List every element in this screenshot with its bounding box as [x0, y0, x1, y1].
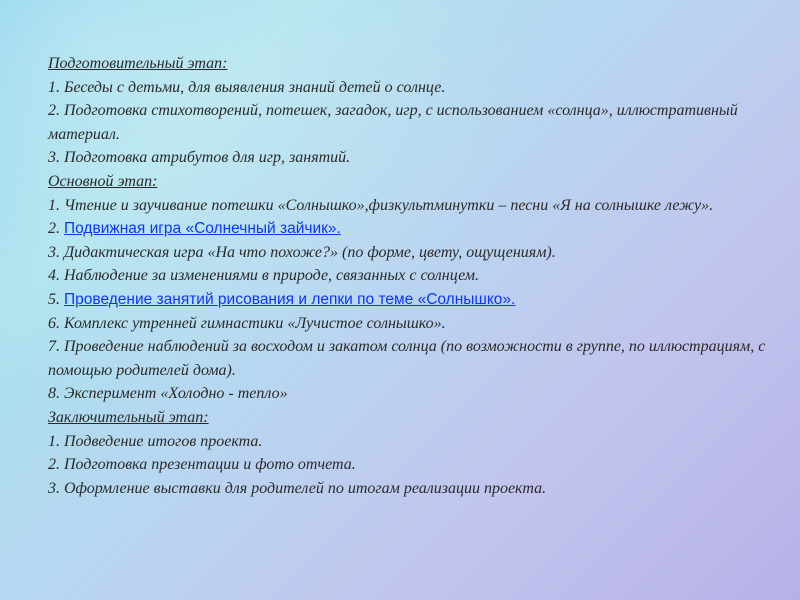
- main-item-8: 8. Эксперимент «Холодно - тепло»: [48, 385, 288, 403]
- main-item-1: 1. Чтение и заучивание потешки «Солнышко»,физкультминутки – песни «Я на солнышке лежу».: [48, 196, 714, 214]
- main-stage-heading: Основной этап:: [48, 172, 158, 190]
- final-item-3: 3. Оформление выставки для родителей по итогам реализации проекта.: [48, 479, 547, 497]
- prep-item-2: 2. Подготовка стихотворений, потешек, загадок, игр, с использованием «солнца», иллюстративный материал.: [48, 102, 738, 143]
- final-stage-heading: Заключительный этап:: [48, 408, 209, 426]
- main-item-3: 3. Дидактическая игра «На что похоже?» (по форме, цвету, ощущениям).: [48, 243, 556, 261]
- main-item-5-number: 5.: [48, 290, 64, 308]
- main-item-7: 7. Проведение наблюдений за восходом и закатом солнца (по возможности в группе, по иллюстрациям, с помощью родителей дома).: [48, 338, 766, 379]
- final-item-1: 1. Подведение итогов проекта.: [48, 432, 263, 450]
- final-item-2: 2. Подготовка презентации и фото отчета.: [48, 456, 356, 474]
- main-item-2: [48, 217, 768, 241]
- project-stages-text: [48, 52, 768, 500]
- prep-stage-heading: Подготовительный этап:: [48, 55, 228, 72]
- main-item-5: [48, 288, 768, 312]
- outdoor-game-link[interactable]: Подвижная игра «Солнечный зайчик».: [64, 220, 341, 238]
- main-item-6: 6. Комплекс утренней гимнастики «Лучистое солнышко».: [48, 314, 446, 332]
- drawing-lessons-link[interactable]: Проведение занятий рисования и лепки по теме «Солнышко».: [64, 290, 516, 308]
- prep-item-1: 1. Беседы с детьми, для выявления знаний детей о солнце.: [48, 78, 446, 96]
- main-item-2-number: 2.: [48, 220, 64, 238]
- main-item-4: 4. Наблюдение за изменениями в природе, связанных с солнцем.: [48, 267, 479, 285]
- prep-item-3: 3. Подготовка атрибутов для игр, занятий.: [48, 149, 351, 167]
